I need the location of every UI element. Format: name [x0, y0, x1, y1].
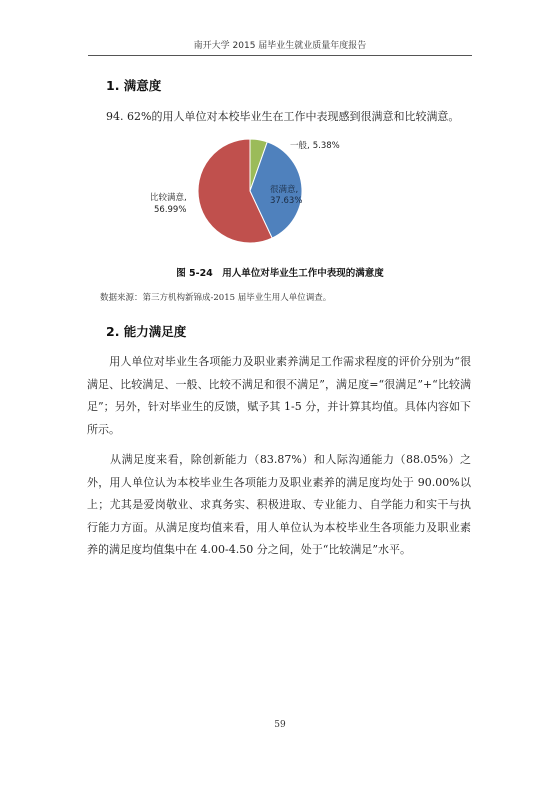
section-2-paragraph-2: 从满足度来看，除创新能力（83.87%）和人际沟通能力（88.05%）之外，用人单位认为本校毕业生各项能力及职业素养的满足度均处于 90.00%以上；尤其是爱岗敬业、求真务实、积极进取、专业能力、自学能力和实干与执行能力方面。从满足度均值来看，用人单位认为本校毕业生各项能力及职业素养的满足度均值集中在 4.00-4.50 分之间，处于“比较满足”水平。 — [87, 453, 471, 556]
section-1-title: 1. 满意度 — [106, 78, 162, 93]
label-neutral — [290, 140, 340, 151]
data-source-note: 数据来源：第三方机构新锦成-2015 届毕业生用人单位调查。 — [100, 293, 332, 303]
label-very-satisfied-name: 很满意, — [270, 185, 299, 195]
section-1-intro: 94. 62%的用人单位对本校毕业生在工作中表现感到很满意和比较满意。 — [106, 110, 460, 123]
figure-caption: 图 5-24 用人单位对毕业生工作中表现的满意度 — [176, 268, 384, 279]
section-2-title: 2. 能力满足度 — [106, 324, 187, 339]
section-2-paragraph-1: 用人单位对毕业生各项能力及职业素养满足工作需求程度的评价分别为“很满足、比较满足、一般、比较不满足和很不满足”，满足度=“很满足”+“比较满足”；另外，针对毕业生的反馈，赋予其 1-5 分，并计算其均值。具体内容如下所示。 — [87, 355, 471, 436]
label-very-satisfied-value: 37.63% — [270, 196, 303, 206]
label-fairly-satisfied-value: 56.99% — [154, 205, 187, 215]
label-fairly-satisfied-name: 比较满意, — [150, 193, 187, 203]
label-neutral-name: 一般, — [290, 141, 310, 151]
page-number: 59 — [274, 720, 286, 730]
label-neutral-value: 5.38% — [312, 141, 340, 151]
satisfaction-pie-chart — [130, 128, 430, 254]
running-header: 南开大学 2015 届毕业生就业质量年度报告 — [88, 38, 472, 56]
